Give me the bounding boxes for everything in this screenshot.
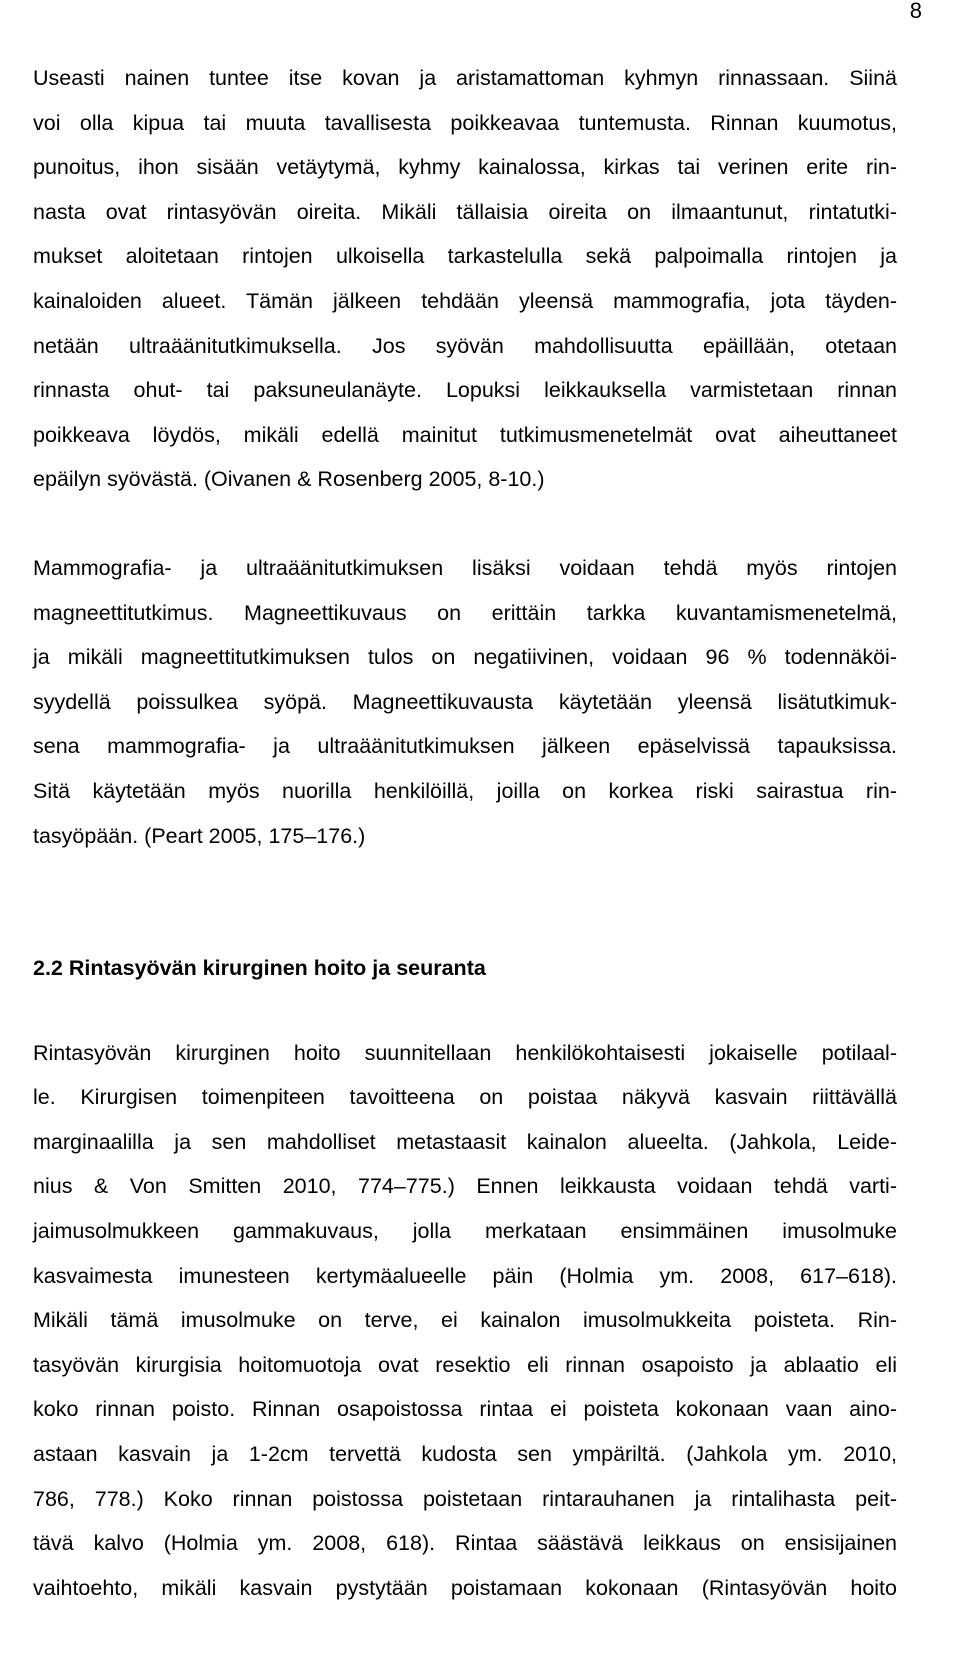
text-line: nasta ovat rintasyövän oireita. Mikäli tällaisia oireita on ilmaantunut, rintatutki- — [33, 199, 897, 224]
text-line: magneettitutkimus. Magneettikuvaus on erittäin tarkka kuvantamismenetelmä, — [33, 600, 897, 625]
text-line: jaimusolmukkeen gammakuvaus, jolla merkataan ensimmäinen imusolmuke — [33, 1219, 897, 1244]
text-line: astaan kasvain ja 1-2cm tervettä kudosta sen ympäriltä. (Jahkola ym. 2010, — [33, 1442, 897, 1467]
text-line: Mikäli tämä imusolmuke on terve, ei kainalon imusolmukkeita poisteta. Rin- — [33, 1308, 897, 1333]
section-spacer — [33, 858, 897, 946]
paragraph-mri — [33, 546, 897, 858]
page-number: 8 — [909, 0, 922, 23]
text-line: netään ultraäänitutkimuksella. Jos syövän mahdollisuutta epäillään, otetaan — [33, 333, 897, 358]
paragraph-symptoms — [33, 56, 897, 502]
paragraph-surgery — [33, 1031, 897, 1611]
text-line: Sitä käytetään myös nuorilla henkilöillä, joilla on korkea riski sairastua rin- — [33, 778, 897, 803]
text-line: mukset aloitetaan rintojen ulkoisella tarkastelulla sekä palpoimalla rintojen ja — [33, 244, 897, 269]
text-line: sena mammografia- ja ultraäänitutkimuksen jälkeen epäselvissä tapauksissa. — [33, 734, 897, 759]
text-line: nius & Von Smitten 2010, 774–775.) Ennen leikkausta voidaan tehdä varti- — [33, 1174, 897, 1199]
text-line: syydellä poissulkea syöpä. Magneettikuvausta käytetään yleensä lisätutkimuk- — [33, 689, 897, 714]
paragraph-spacer — [33, 502, 897, 546]
text-line: poikkeava löydös, mikäli edellä mainitut tutkimusmenetelmät ovat aiheuttaneet — [33, 422, 897, 447]
text-line: tävä kalvo (Holmia ym. 2008, 618). Rintaa säästävä leikkaus on ensisijainen — [33, 1531, 897, 1556]
text-line: kasvaimesta imunesteen kertymäalueelle päin (Holmia ym. 2008, 617–618). — [33, 1263, 897, 1288]
section-heading: 2.2 Rintasyövän kirurginen hoito ja seuranta — [33, 956, 486, 981]
text-line: vaihtoehto, mikäli kasvain pystytään poistamaan kokonaan (Rintasyövän hoito — [33, 1575, 897, 1600]
text-line: Mammografia- ja ultraäänitutkimuksen lisäksi voidaan tehdä myös rintojen — [33, 555, 897, 580]
text-line: koko rinnan poisto. Rinnan osapoistossa rintaa ei poisteta kokonaan vaan aino- — [33, 1397, 897, 1422]
text-line: 786, 778.) Koko rinnan poistossa poistetaan rintarauhanen ja rintalihasta peit- — [33, 1486, 897, 1511]
text-line: le. Kirurgisen toimenpiteen tavoitteena on poistaa näkyvä kasvain riittävällä — [33, 1085, 897, 1110]
text-line: tasyövän kirurgisia hoitomuotoja ovat resektio eli rinnan osapoisto ja ablaatio eli — [33, 1352, 897, 1377]
text-line: Useasti nainen tuntee itse kovan ja aristamattoman kyhmyn rinnassaan. Siinä — [33, 66, 897, 90]
text-line: epäilyn syövästä. (Oivanen & Rosenberg 2005, 8-10.) — [33, 467, 545, 492]
text-line: Rintasyövän kirurginen hoito suunnitellaan henkilökohtaisesti jokaiselle potilaal- — [33, 1040, 897, 1065]
text-line: rinnasta ohut- tai paksuneulanäyte. Lopuksi leikkauksella varmistetaan rinnan — [33, 378, 897, 403]
text-line: punoitus, ihon sisään vetäytymä, kyhmy kainalossa, kirkas tai verinen erite rin- — [33, 155, 897, 180]
text-line: ja mikäli magneettitutkimuksen tulos on negatiivinen, voidaan 96 % todennäköi- — [33, 645, 897, 670]
text-line: marginaalilla ja sen mahdolliset metastaasit kainalon alueelta. (Jahkola, Leide- — [33, 1129, 897, 1154]
heading-spacer — [33, 991, 897, 1031]
document-body — [33, 56, 897, 1610]
text-line: voi olla kipua tai muuta tavallisesta poikkeavaa tuntemusta. Rinnan kuumotus, — [33, 110, 897, 135]
text-line: tasyöpään. (Peart 2005, 175–176.) — [33, 823, 366, 848]
text-line: kainaloiden alueet. Tämän jälkeen tehdään yleensä mammografia, jota täyden- — [33, 288, 897, 313]
